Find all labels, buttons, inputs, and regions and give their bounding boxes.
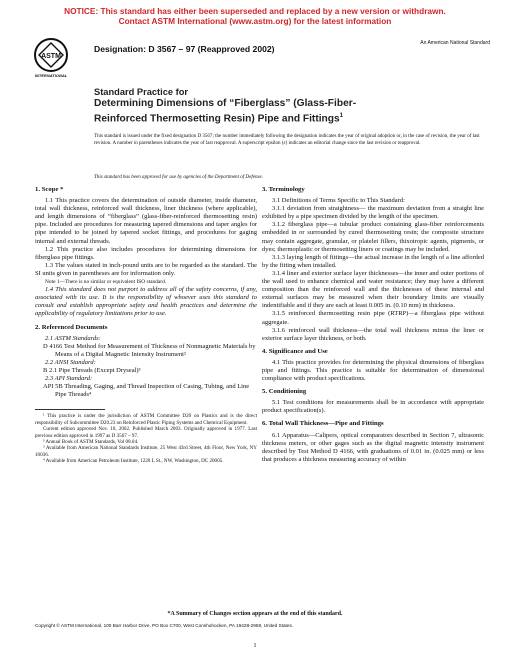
para-3-1: 3.1 Definitions of Terms Specific to This Standard: (272, 197, 405, 205)
para-1-1: 1.1 This practice covers the determination of outside diameter, inside diameter, total wall thickness, reinforced wall thickness, liner thickness (where applicable), and length dimensions of “fiberglass” (glass-fiber-reinforced thermosetting resin) pipe. Included are procedures for measuring tapered dimensions and taper angles for pipe intended to be joined by tapered socket fittings, and procedures for gaging internal and external threads. (35, 197, 257, 245)
para-3-1-1: 3.1.1 deviation from straightness— the maximum deviation from a straight line exhibited by a pipe specimen divided by the length of the specimen. (262, 205, 484, 221)
para-3-1-3: 3.1.3 laying length of fittings—the actual increase in the length of a line afforded by the fitting when installed. (262, 253, 484, 269)
para-1-4: 1.4 This standard does not purport to address all of the safety concerns, if any, associated with its use. It is the responsibility of whoever uses this standard to consult and establish appropriate safety and health practices and determine the applicability of regulatory limitations prior to use. (35, 286, 257, 318)
para-4-1: 4.1 This practice provides for determining the physical dimensions of fiberglass pipe and fittings. This practice is suitable for determination of dimensional compliance with product specifications. (262, 358, 484, 383)
footnote-rule (35, 409, 105, 410)
footnote-1: ¹ This practice is under the jurisdiction of ASTM Committee D20 on Plastics and is the direct responsibility of Subcommittee D20.23 on Reinforced Plastic Piping Systems and Chemical Equipment. (35, 413, 257, 426)
left-column (35, 186, 257, 465)
right-column (262, 186, 484, 464)
designation: Designation: D 3567 – 97 (Reapproved 2002) (94, 44, 275, 54)
page-number: 1 (253, 642, 257, 649)
footnote-3: ³ Available from American National Standards Institute, 25 West 43rd Street, 4th Floor, New York, NY 10036. (35, 445, 257, 458)
footnote-1b: Current edition approved Nov. 10, 2002. Published March 2003. Originally approved in 1977. Last previous edition approved in 1997 as D 3567 – 97. (35, 426, 257, 439)
para-6-1: 6.1 Apparatus—Calipers, optical comparators described in Section 7, ultrasonic thickness meters, or other gages such as the digital magnetic intensity instrument described by Test Method D 4166, with graduations of 0.01 in. (0.025 mm) or less that produces a thickness measuring accuracy of within (262, 431, 484, 463)
para-1-3: 1.3 The values stated in inch-pound units are to be regarded as the standard. The SI units given in parentheses are for information only. (35, 261, 257, 277)
notice-line-1: NOTICE: This standard has either been superseded and replaced by a new version or withdrawn. (64, 6, 446, 16)
para-2-2: 2.2 ANSI Standard: (45, 358, 96, 366)
section-1-heading: 1. Scope * (35, 186, 64, 193)
para-3-1-6: 3.1.6 reinforced wall thickness—the total wall thickness minus the liner or exterior surface layer thickness, or both. (262, 326, 484, 342)
title-footnote-mark: 1 (339, 113, 343, 119)
ref-api-5b: API 5B Threading, Gaging, and Thread Inspection of Casing, Tubing, and Line Pipe Threads⁴ (43, 383, 250, 399)
section-6-heading: 6. Total Wall Thickness—Pipe and Fittings (262, 420, 384, 428)
title-line-1: Standard Practice for (94, 87, 189, 97)
para-3-1-4: 3.1.4 liner and exterior surface layer thicknesses—the inner and outer portions of the wall used to enhance chemical and water resistance; they may have a different composition than the reinforced wall and the thicknesses of these internal and external surfaces may be measured when their boundary limits are visually indentifiable and if they are each at least 0.005 in. (0.10 mm) in thickness. (262, 269, 484, 310)
para-3-1-5: 3.1.5 reinforced thermosetting resin pipe (RTRP)—a fiberglass pipe without aggregate. (262, 310, 484, 326)
logo-subtext: INTERNATIONAL (34, 73, 68, 78)
agency-approval-note: This standard has been approved for use by agencies of the Department of Defense. (94, 174, 263, 180)
section-3-heading: 3. Terminology (262, 186, 305, 193)
para-2-3: 2.3 API Standard: (45, 375, 93, 383)
para-3-1-2: 3.1.2 fiberglass pipe—a tubular product containing glass-fiber reinforcements embedded in or surrounded by cured thermosetting resin; the composite structure may contain aggregate, granular, or platelet fillers, thixotropic agents, pigments, or dyes; thermoplastic or thermosetting liners or coatings may be included. (262, 221, 484, 253)
section-2-heading: 2. Referenced Documents (35, 323, 108, 331)
notice-line-2: Contact ASTM International (www.astm.org) for the latest information (118, 16, 392, 26)
summary-of-changes-note: *A Summary of Changes section appears at the end of this standard. (167, 611, 343, 617)
note-1: Note 1—There is no similar or equivalent ISO standard. (45, 279, 167, 286)
ref-d4166: D 4166 Test Method for Measurement of Thickness of Nonmagnetic Materials by Means of a Digital Magnetic Intensity Instrument² (43, 342, 256, 358)
logo-text: ASTM (41, 53, 61, 60)
section-5-heading: 5. Conditioning (262, 388, 307, 396)
para-1-2: 1.2 This practice also includes procedures for determining dimensions for fiberglass pipe fittings. (35, 245, 257, 261)
copyright-line: Copyright © ASTM International, 100 Barr Harbor Drive, PO Box C700, West Conshohocken, PA 19428-2959, United States. (35, 623, 294, 628)
section-4-heading: 4. Significance and Use (262, 347, 328, 355)
astm-logo (30, 36, 72, 78)
footnote-2: ² Annual Book of ASTM Standards, Vol 08.04. (43, 438, 139, 445)
american-national-standard: An American National Standard (420, 40, 490, 46)
document-title (94, 86, 454, 125)
para-2-1: 2.1 ASTM Standards: (45, 334, 101, 342)
withdrawal-notice (0, 6, 510, 26)
title-line-3: Reinforced Thermosetting Resin) Pipe and Fittings (94, 113, 340, 125)
issuance-note: This standard is issued under the fixed designation D 3567; the number immediately following the designation indicates the year of original adoption or, in the case of revision, the year of last revision. A number in parentheses indicates the year of last reapproval. A superscript epsilon (ε) indicates an editorial change since the last revision or reapproval. (94, 133, 480, 146)
para-5-1: 5.1 Test conditions for measurements shall be in accordance with appropriate product specification(s). (262, 399, 484, 415)
ref-b2-1: B 2.1 Pipe Threads (Except Dryseal)³ (43, 366, 141, 374)
title-line-2: Determining Dimensions of “Fiberglass” (Glass-Fiber- (94, 98, 357, 109)
footnote-4: ⁴ Available from American Petroleum Institute, 1220 L St., NW, Washington, DC 20005. (43, 458, 224, 465)
